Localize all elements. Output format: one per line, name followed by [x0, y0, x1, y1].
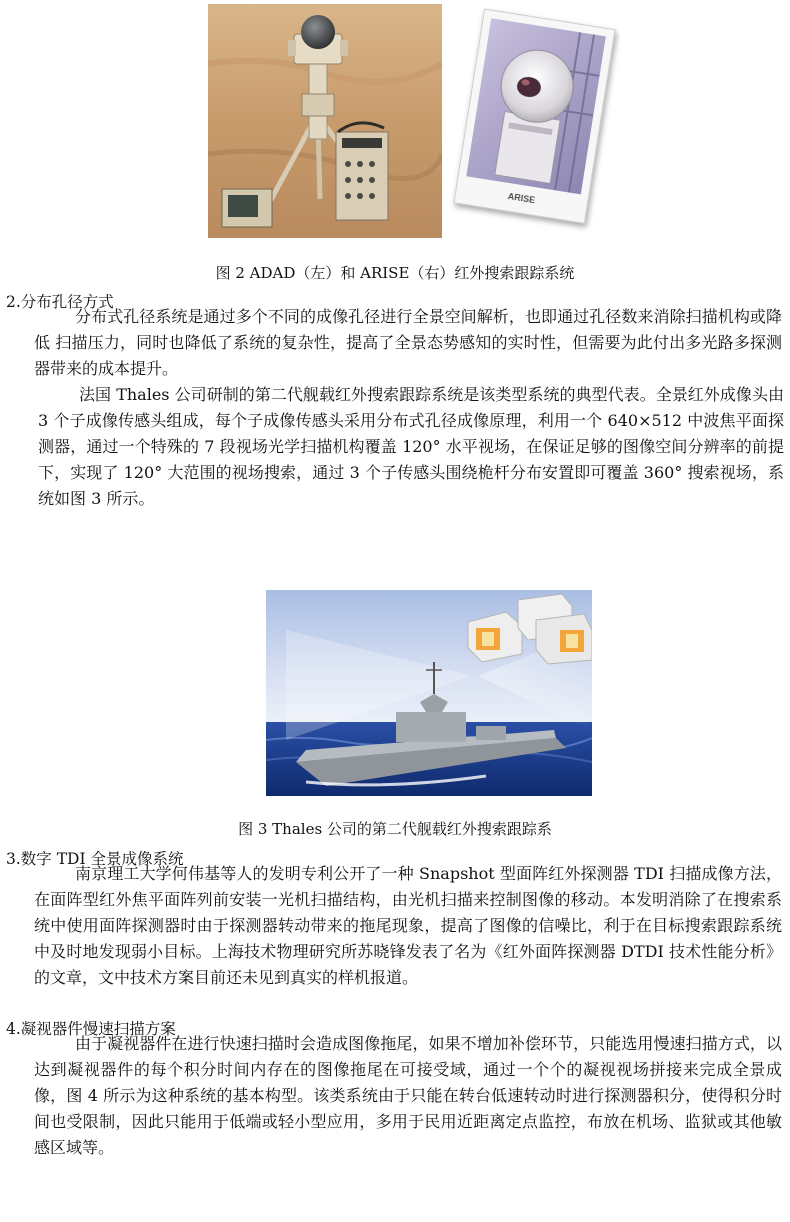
adad-tripod-photo — [208, 4, 442, 238]
arise-label: ARISE — [507, 191, 536, 206]
section2-paragraph-1: 分布式孔径系统是通过多个不同的成像孔径进行全景空间解析，也即通过孔径数来消除扫描机构或降低 扫描压力，同时也降低了系统的复杂性，提高了全景态势感知的实时性，但需要为此付出多光路多探测器带来的成本提升。 — [34, 307, 782, 378]
section4-heading: 4.凝视器件慢速扫描方案 — [6, 1020, 176, 1038]
arise-turret-photo — [446, 6, 620, 232]
figure3-caption: 图 3 Thales 公司的第二代舰载红外搜索跟踪系 — [238, 820, 552, 838]
section2-paragraph-2: 法国 Thales 公司研制的第二代舰载红外搜索跟踪系统是该类型系统的典型代表。全景红外成像头由 3 个子成像传感头组成，每个子成像传感头采用分布式孔径成像原理，利用一个 640×512 中波焦平面探测器，通过一个特殊的 7 段视场光学扫描机构覆盖 120° 水平视场，在保证足够的图像空间分辨率的前提下，实现了 120° 大范围的视场搜索，通过 3 个子传感头围绕桅杆分布安置即可覆盖 360° 搜索视场，系统如图 3 所示。 — [38, 385, 784, 508]
section3-paragraph-1: 南京理工大学何伟基等人的发明专利公开了一种 Snapshot 型面阵红外探测器 TDI 扫描成像方法，在面阵型红外焦平面阵列前安装一光机扫描结构，由光机扫描来控制图像的移动。本发明消除了在搜索系统中使用面阵探测器时由于探测器转动带来的拖尾现象，提高了图像的信噪比，利于在目标搜索跟踪系统中及时地发现弱小目标。上海技术物理研究所苏晓锋发表了名为《红外面阵探测器 DTDI 技术性能分析》的文章，文中技术方案目前还未见到真实的样机报道。 — [34, 864, 782, 987]
section2-heading: 2.分布孔径方式 — [6, 293, 114, 311]
thales-ship-illustration — [266, 590, 592, 796]
figure2-caption: 图 2 ADAD（左）和 ARISE（右）红外搜索跟踪系统 — [215, 264, 575, 282]
section3-heading: 3.数字 TDI 全景成像系统 — [6, 850, 184, 868]
section4-paragraph-1: 由于凝视器件在进行快速扫描时会造成图像拖尾，如果不增加补偿环节，只能选用慢速扫描方式，以达到凝视器件的每个积分时间内存在的图像拖尾在可接受域，通过一个个的凝视视场拼接来完成全景成像，图 4 所示为这种系统的基本构型。该类系统由于只能在转台低速转动时进行探测器积分，使得积分时间也受限制，因此只能用于低端或轻小型应用，多用于民用近距离定点监控，布放在机场、监狱或其他敏感区域等。 — [34, 1034, 782, 1157]
